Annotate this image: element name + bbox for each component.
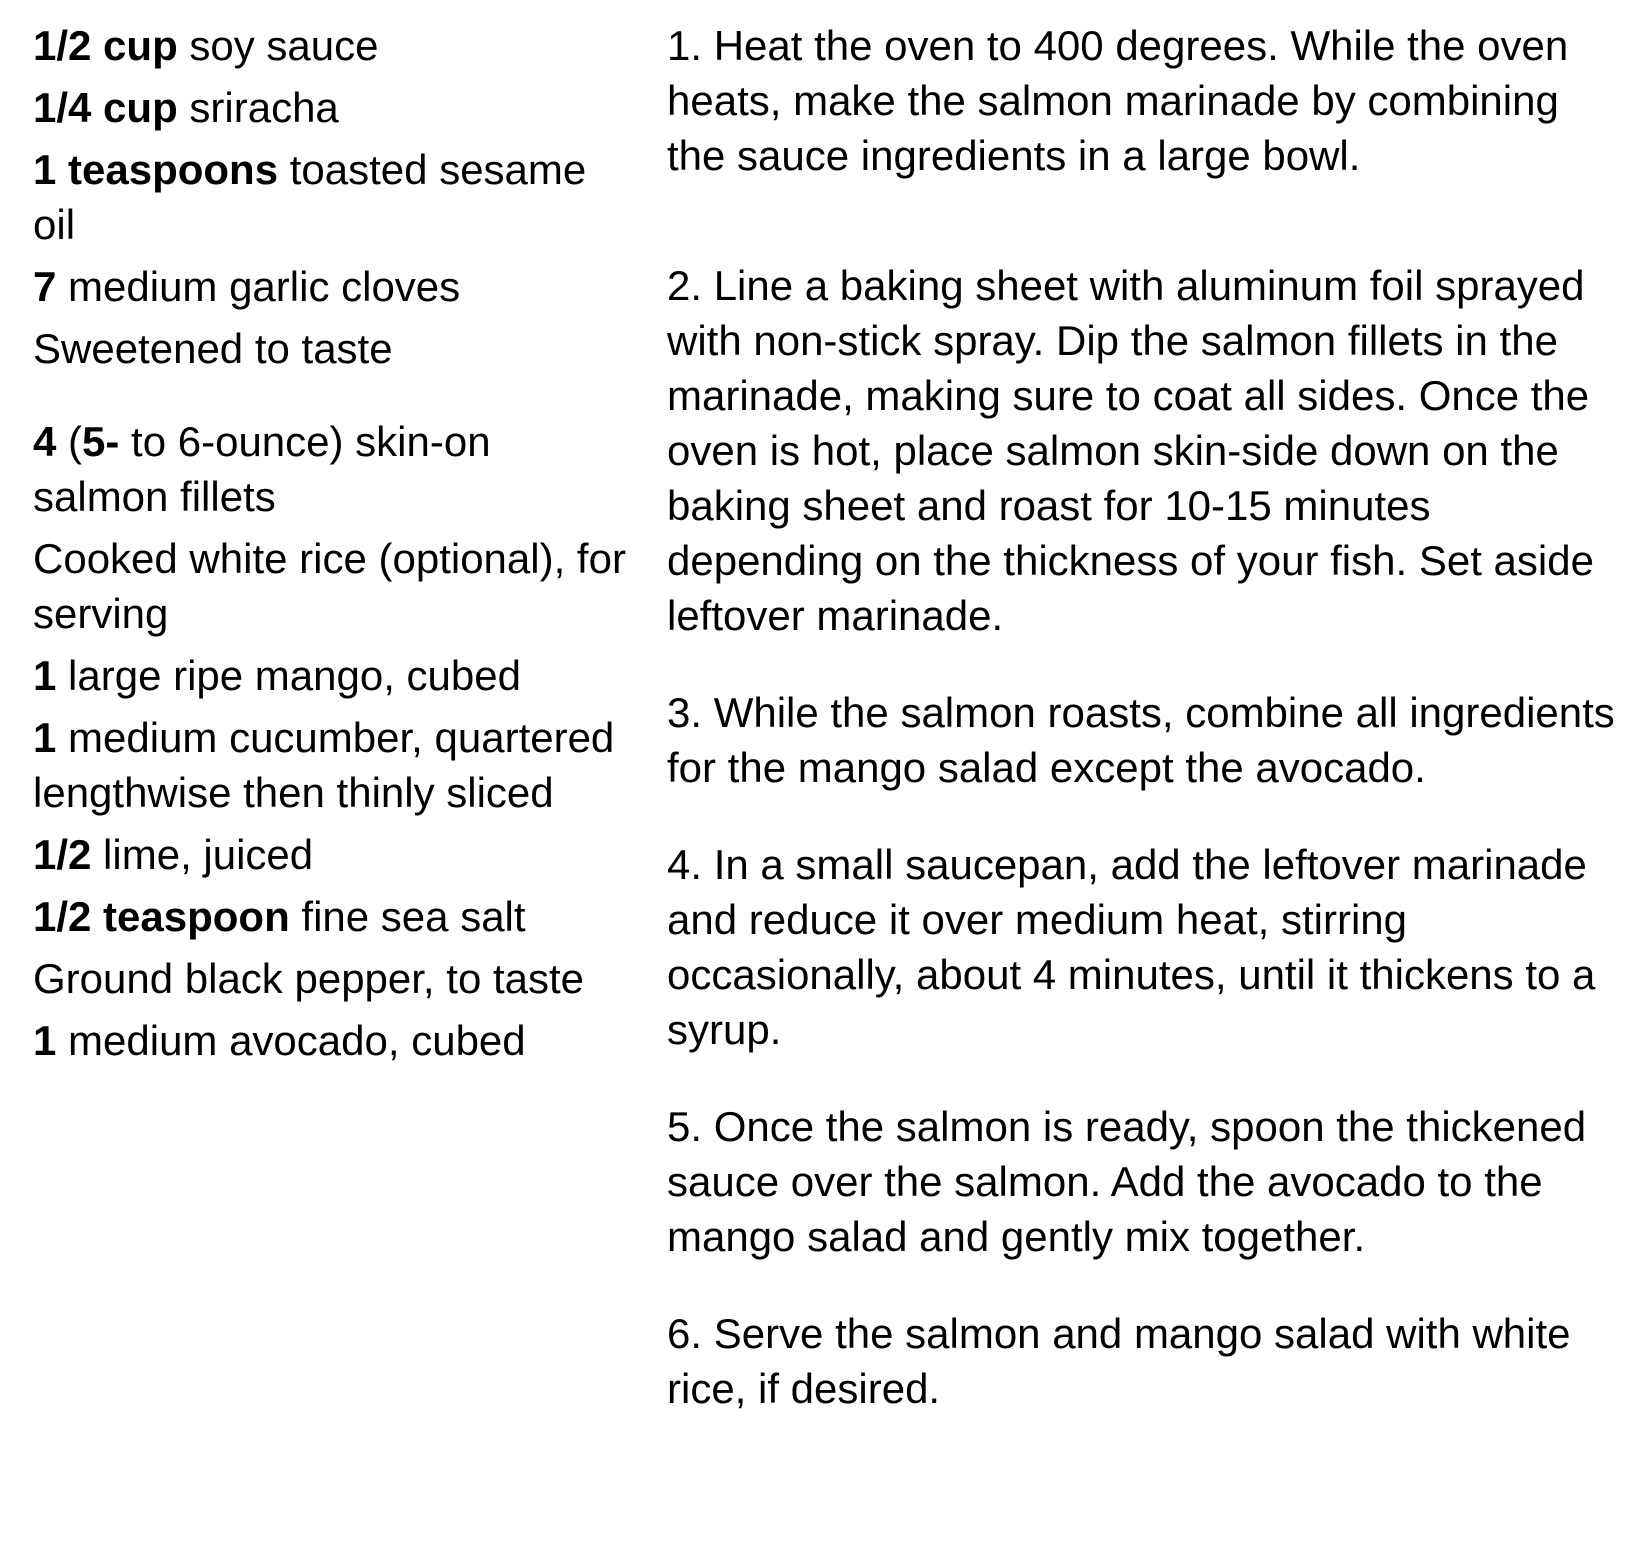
ingredient-item: [33, 321, 633, 376]
instruction-step: 3. While the salmon roasts, combine all ingredients for the mango salad except the avocado.: [667, 689, 1615, 791]
ingredient-text: sriracha: [177, 84, 339, 131]
ingredient-quantity: 1 teaspoons: [33, 146, 279, 193]
ingredient-text: Ground black pepper, to taste: [33, 955, 585, 1002]
ingredient-item: [33, 827, 633, 882]
ingredient-text: soy sauce: [177, 22, 379, 69]
ingredient-item: [33, 259, 633, 314]
ingredient-item: [33, 80, 633, 135]
ingredient-item: [33, 951, 633, 1006]
ingredient-text: medium avocado, cubed: [56, 1017, 526, 1064]
ingredient-item: [33, 1013, 633, 1068]
ingredient-item: [33, 142, 633, 252]
ingredient-quantity: 1/2 cup: [33, 22, 178, 69]
ingredient-quantity: 5-: [82, 418, 120, 465]
ingredient-text: medium cucumber, quartered lengthwise then thinly sliced: [33, 714, 615, 816]
instruction-step: 6. Serve the salmon and mango salad with white rice, if desired.: [667, 1310, 1571, 1412]
ingredient-text: Sweetened to taste: [33, 325, 393, 372]
ingredient-quantity: 7: [33, 263, 57, 310]
instructions-list: [667, 18, 1627, 1416]
instruction-step: 2. Line a baking sheet with aluminum foil sprayed with non-stick spray. Dip the salmon fillets in the marinade, making sure to coat all sides. Once the oven is hot, place salmon skin-side down on the baking sheet and roast for 10-15 minutes depending on the thickness of your fish. Set aside leftover marinade.: [667, 262, 1594, 639]
ingredient-quantity: 1/2: [33, 831, 92, 878]
ingredient-text: (: [56, 418, 83, 465]
ingredient-text: large ripe mango, cubed: [56, 652, 521, 699]
ingredient-item: [33, 710, 633, 820]
ingredient-quantity: 1: [33, 652, 57, 699]
ingredient-item: [33, 889, 633, 944]
ingredient-text: toasted sesame oil: [33, 146, 587, 248]
ingredient-quantity: 1: [33, 1017, 57, 1064]
ingredient-item: [33, 18, 633, 73]
instruction-step: 5. Once the salmon is ready, spoon the thickened sauce over the salmon. Add the avocado to the mango salad and gently mix together.: [667, 1103, 1587, 1260]
instruction-step: 4. In a small saucepan, add the leftover marinade and reduce it over medium heat, stirring occasionally, about 4 minutes, until it thickens to a syrup.: [667, 841, 1596, 1053]
ingredient-text: to 6-ounce) skin-on salmon fillets: [33, 418, 491, 520]
ingredients-list: [33, 18, 633, 1075]
ingredient-item: [33, 648, 633, 703]
ingredient-quantity: 4: [33, 418, 57, 465]
ingredient-quantity: 1/2 teaspoon: [33, 893, 290, 940]
ingredient-item: [33, 414, 633, 524]
ingredient-text: fine sea salt: [289, 893, 526, 940]
ingredient-item: [33, 531, 633, 641]
ingredient-text: medium garlic cloves: [56, 263, 461, 310]
instruction-step: 1. Heat the oven to 400 degrees. While the oven heats, make the salmon marinade by combining the sauce ingredients in a large bowl.: [667, 22, 1569, 179]
ingredient-quantity: 1: [33, 714, 57, 761]
ingredient-text: lime, juiced: [91, 831, 314, 878]
ingredient-text: Cooked white rice (optional), for serving: [33, 535, 626, 637]
ingredient-quantity: 1/4 cup: [33, 84, 178, 131]
